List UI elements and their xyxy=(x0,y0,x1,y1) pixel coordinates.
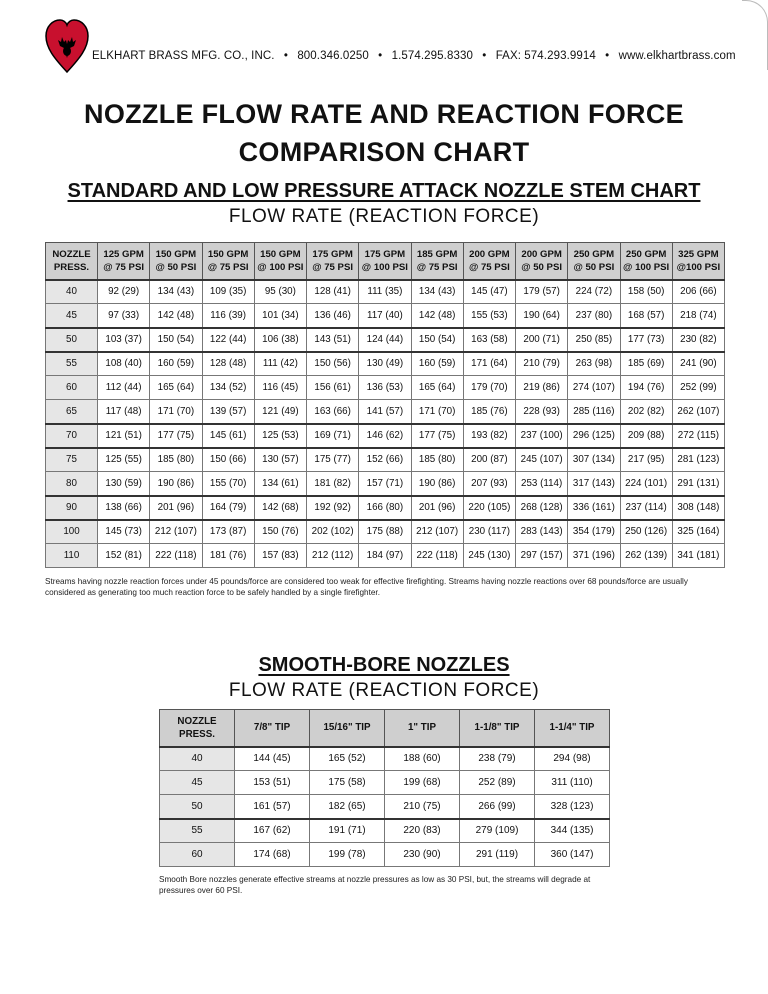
stem-chart-subtitle: STANDARD AND LOW PRESSURE ATTACK NOZZLE STEM CHART xyxy=(67,180,701,202)
flow-value-cell: 328 (123) xyxy=(535,795,610,819)
flow-value-cell: 101 (34) xyxy=(254,304,306,328)
flow-value-cell: 122 (44) xyxy=(202,328,254,352)
stem-chart-note: Streams having nozzle reaction forces under 45 pounds/force are considered too weak for effective firefighting. Streams having nozzle reactions over 68 pounds/force are usually considered as generating too much reaction force to be safely handled by a single firefighter. xyxy=(45,577,688,597)
flow-value-cell: 202 (82) xyxy=(620,400,672,424)
flow-value-cell: 141 (57) xyxy=(359,400,411,424)
flow-value-cell: 210 (79) xyxy=(516,352,568,376)
flow-value-cell: 224 (72) xyxy=(568,280,620,304)
table-row xyxy=(46,448,725,472)
flow-value-cell: 253 (114) xyxy=(516,472,568,496)
flow-value-cell: 103 (37) xyxy=(98,328,150,352)
flow-value-cell: 179 (70) xyxy=(463,376,515,400)
flow-value-cell: 250 (85) xyxy=(568,328,620,352)
flow-value-cell: 117 (40) xyxy=(359,304,411,328)
flow-value-cell: 281 (123) xyxy=(672,448,724,472)
flow-value-cell: 165 (52) xyxy=(310,747,385,771)
flow-value-cell: 200 (71) xyxy=(516,328,568,352)
column-header: 200 GPM @ 50 PSI xyxy=(516,243,568,280)
flow-value-cell: 145 (47) xyxy=(463,280,515,304)
flow-value-cell: 152 (66) xyxy=(359,448,411,472)
column-header: 175 GPM @ 100 PSI xyxy=(359,243,411,280)
table-row xyxy=(46,424,725,448)
flow-value-cell: 230 (117) xyxy=(463,520,515,544)
table-row xyxy=(160,843,610,867)
flow-value-cell: 166 (80) xyxy=(359,496,411,520)
company-name: ELKHART BRASS MFG. CO., INC. xyxy=(92,50,275,62)
flow-value-cell: 185 (80) xyxy=(150,448,202,472)
column-header: 325 GPM @100 PSI xyxy=(672,243,724,280)
flow-value-cell: 171 (70) xyxy=(411,400,463,424)
flow-value-cell: 263 (98) xyxy=(568,352,620,376)
flow-value-cell: 222 (118) xyxy=(411,544,463,568)
pressure-cell: 65 xyxy=(46,400,98,424)
flow-value-cell: 167 (62) xyxy=(235,819,310,843)
flow-value-cell: 181 (82) xyxy=(307,472,359,496)
flow-value-cell: 245 (107) xyxy=(516,448,568,472)
flow-value-cell: 325 (164) xyxy=(672,520,724,544)
flow-value-cell: 157 (83) xyxy=(254,544,306,568)
flow-value-cell: 237 (80) xyxy=(568,304,620,328)
table-row xyxy=(46,544,725,568)
flow-value-cell: 252 (89) xyxy=(460,771,535,795)
flow-value-cell: 181 (76) xyxy=(202,544,254,568)
flow-value-cell: 125 (55) xyxy=(98,448,150,472)
smooth-bore-flow-label: FLOW RATE (REACTION FORCE) xyxy=(228,680,540,701)
flow-value-cell: 238 (79) xyxy=(460,747,535,771)
pressure-cell: 60 xyxy=(46,376,98,400)
flow-value-cell: 128 (48) xyxy=(202,352,254,376)
flow-value-cell: 165 (64) xyxy=(411,376,463,400)
pressure-cell: 90 xyxy=(46,496,98,520)
flow-value-cell: 224 (101) xyxy=(620,472,672,496)
pressure-cell: 45 xyxy=(46,304,98,328)
flow-value-cell: 150 (66) xyxy=(202,448,254,472)
smooth-bore-subtitle: SMOOTH-BORE NOZZLES xyxy=(258,654,510,676)
column-header: 7/8" TIP xyxy=(235,710,310,747)
flow-value-cell: 360 (147) xyxy=(535,843,610,867)
flow-value-cell: 160 (59) xyxy=(150,352,202,376)
flow-value-cell: 155 (70) xyxy=(202,472,254,496)
flow-value-cell: 143 (51) xyxy=(307,328,359,352)
flow-value-cell: 156 (61) xyxy=(307,376,359,400)
flow-value-cell: 171 (70) xyxy=(150,400,202,424)
flow-value-cell: 125 (53) xyxy=(254,424,306,448)
flow-value-cell: 201 (96) xyxy=(150,496,202,520)
flow-value-cell: 97 (33) xyxy=(98,304,150,328)
flow-value-cell: 142 (68) xyxy=(254,496,306,520)
stem-chart-flow-label: FLOW RATE (REACTION FORCE) xyxy=(228,206,540,227)
letterhead xyxy=(40,18,740,82)
flow-value-cell: 194 (76) xyxy=(620,376,672,400)
column-header: 150 GPM @ 50 PSI xyxy=(150,243,202,280)
flow-value-cell: 153 (51) xyxy=(235,771,310,795)
flow-value-cell: 130 (57) xyxy=(254,448,306,472)
flow-value-cell: 245 (130) xyxy=(463,544,515,568)
table-row xyxy=(46,496,725,520)
flow-value-cell: 152 (81) xyxy=(98,544,150,568)
flow-value-cell: 193 (82) xyxy=(463,424,515,448)
pressure-cell: 100 xyxy=(46,520,98,544)
flow-value-cell: 217 (95) xyxy=(620,448,672,472)
column-header: 1-1/8" TIP xyxy=(460,710,535,747)
flow-value-cell: 150 (54) xyxy=(150,328,202,352)
pressure-cell: 40 xyxy=(46,280,98,304)
flow-value-cell: 262 (107) xyxy=(672,400,724,424)
table-row xyxy=(160,819,610,843)
page-title: NOZZLE FLOW RATE AND REACTION FORCE COMPARISON CHART xyxy=(84,99,684,167)
pressure-cell: 55 xyxy=(46,352,98,376)
table-row xyxy=(46,304,725,328)
flow-value-cell: 182 (65) xyxy=(310,795,385,819)
table-row xyxy=(46,352,725,376)
flow-value-cell: 121 (51) xyxy=(98,424,150,448)
flow-value-cell: 175 (77) xyxy=(307,448,359,472)
flow-value-cell: 230 (82) xyxy=(672,328,724,352)
flow-value-cell: 199 (78) xyxy=(310,843,385,867)
flow-value-cell: 190 (86) xyxy=(150,472,202,496)
column-header: 150 GPM @ 75 PSI xyxy=(202,243,254,280)
flow-value-cell: 279 (109) xyxy=(460,819,535,843)
column-header: NOZZLE PRESS. xyxy=(46,243,98,280)
flow-value-cell: 184 (97) xyxy=(359,544,411,568)
flow-value-cell: 138 (66) xyxy=(98,496,150,520)
flow-value-cell: 200 (87) xyxy=(463,448,515,472)
table-row xyxy=(46,520,725,544)
pressure-cell: 80 xyxy=(46,472,98,496)
flow-value-cell: 95 (30) xyxy=(254,280,306,304)
flow-value-cell: 191 (71) xyxy=(310,819,385,843)
table-header-row xyxy=(160,710,610,747)
flow-value-cell: 190 (86) xyxy=(411,472,463,496)
flow-value-cell: 228 (93) xyxy=(516,400,568,424)
flow-value-cell: 158 (50) xyxy=(620,280,672,304)
flow-value-cell: 164 (79) xyxy=(202,496,254,520)
flow-value-cell: 163 (58) xyxy=(463,328,515,352)
table-row xyxy=(46,328,725,352)
fax-number: FAX: 574.293.9914 xyxy=(495,50,596,62)
website-link: www.elkhartbrass.com xyxy=(618,50,736,62)
flow-value-cell: 190 (64) xyxy=(516,304,568,328)
flow-value-cell: 272 (115) xyxy=(672,424,724,448)
flow-value-cell: 219 (86) xyxy=(516,376,568,400)
flow-value-cell: 285 (116) xyxy=(568,400,620,424)
flow-value-cell: 168 (57) xyxy=(620,304,672,328)
flow-value-cell: 150 (76) xyxy=(254,520,306,544)
flow-value-cell: 218 (74) xyxy=(672,304,724,328)
pressure-cell: 50 xyxy=(46,328,98,352)
flow-value-cell: 341 (181) xyxy=(672,544,724,568)
smooth-bore-table xyxy=(159,709,610,867)
flow-value-cell: 117 (48) xyxy=(98,400,150,424)
pressure-cell: 75 xyxy=(46,448,98,472)
flow-value-cell: 150 (56) xyxy=(307,352,359,376)
flow-value-cell: 308 (148) xyxy=(672,496,724,520)
flow-value-cell: 212 (112) xyxy=(307,544,359,568)
table-row xyxy=(160,747,610,771)
flow-value-cell: 317 (143) xyxy=(568,472,620,496)
flow-value-cell: 116 (45) xyxy=(254,376,306,400)
flow-value-cell: 179 (57) xyxy=(516,280,568,304)
flow-value-cell: 266 (99) xyxy=(460,795,535,819)
table-row xyxy=(46,400,725,424)
flow-value-cell: 161 (57) xyxy=(235,795,310,819)
flow-value-cell: 134 (52) xyxy=(202,376,254,400)
pressure-cell: 50 xyxy=(160,795,235,819)
flow-value-cell: 268 (128) xyxy=(516,496,568,520)
flow-value-cell: 139 (57) xyxy=(202,400,254,424)
flow-value-cell: 291 (131) xyxy=(672,472,724,496)
flow-value-cell: 220 (105) xyxy=(463,496,515,520)
flow-value-cell: 173 (87) xyxy=(202,520,254,544)
flow-value-cell: 145 (73) xyxy=(98,520,150,544)
pressure-cell: 45 xyxy=(160,771,235,795)
flow-value-cell: 296 (125) xyxy=(568,424,620,448)
table-row xyxy=(160,795,610,819)
pressure-cell: 55 xyxy=(160,819,235,843)
flow-value-cell: 220 (83) xyxy=(385,819,460,843)
flow-value-cell: 336 (161) xyxy=(568,496,620,520)
flow-value-cell: 171 (64) xyxy=(463,352,515,376)
flow-value-cell: 354 (179) xyxy=(568,520,620,544)
flow-value-cell: 311 (110) xyxy=(535,771,610,795)
flow-value-cell: 142 (48) xyxy=(150,304,202,328)
flow-value-cell: 142 (48) xyxy=(411,304,463,328)
column-header: NOZZLE PRESS. xyxy=(160,710,235,747)
flow-value-cell: 108 (40) xyxy=(98,352,150,376)
flow-value-cell: 283 (143) xyxy=(516,520,568,544)
column-header: 15/16" TIP xyxy=(310,710,385,747)
flow-value-cell: 92 (29) xyxy=(98,280,150,304)
column-header: 185 GPM @ 75 PSI xyxy=(411,243,463,280)
flow-value-cell: 188 (60) xyxy=(385,747,460,771)
elkhart-heart-logo-icon xyxy=(44,18,90,74)
flow-value-cell: 344 (135) xyxy=(535,819,610,843)
flow-value-cell: 145 (61) xyxy=(202,424,254,448)
flow-value-cell: 202 (102) xyxy=(307,520,359,544)
flow-value-cell: 112 (44) xyxy=(98,376,150,400)
flow-value-cell: 371 (196) xyxy=(568,544,620,568)
table-header-row xyxy=(46,243,725,280)
stem-chart-table xyxy=(45,242,725,568)
flow-value-cell: 106 (38) xyxy=(254,328,306,352)
flow-value-cell: 155 (53) xyxy=(463,304,515,328)
flow-value-cell: 241 (90) xyxy=(672,352,724,376)
column-header: 125 GPM @ 75 PSI xyxy=(98,243,150,280)
flow-value-cell: 177 (73) xyxy=(620,328,672,352)
column-header: 175 GPM @ 75 PSI xyxy=(307,243,359,280)
flow-value-cell: 111 (35) xyxy=(359,280,411,304)
flow-value-cell: 250 (126) xyxy=(620,520,672,544)
flow-value-cell: 128 (41) xyxy=(307,280,359,304)
flow-value-cell: 185 (69) xyxy=(620,352,672,376)
flow-value-cell: 130 (49) xyxy=(359,352,411,376)
flow-value-cell: 146 (62) xyxy=(359,424,411,448)
table-row xyxy=(46,472,725,496)
flow-value-cell: 206 (66) xyxy=(672,280,724,304)
flow-value-cell: 134 (43) xyxy=(150,280,202,304)
pressure-cell: 60 xyxy=(160,843,235,867)
flow-value-cell: 116 (39) xyxy=(202,304,254,328)
table-row xyxy=(160,771,610,795)
column-header: 150 GPM @ 100 PSI xyxy=(254,243,306,280)
flow-value-cell: 297 (157) xyxy=(516,544,568,568)
column-header: 1" TIP xyxy=(385,710,460,747)
flow-value-cell: 175 (88) xyxy=(359,520,411,544)
flow-value-cell: 212 (107) xyxy=(411,520,463,544)
column-header: 200 GPM @ 75 PSI xyxy=(463,243,515,280)
flow-value-cell: 136 (46) xyxy=(307,304,359,328)
flow-value-cell: 177 (75) xyxy=(411,424,463,448)
smooth-bore-note: Smooth Bore nozzles generate effective streams at nozzle pressures as low as 30 PSI, but, the streams will degrade at pressures over 60 PSI. xyxy=(159,875,591,895)
flow-value-cell: 160 (59) xyxy=(411,352,463,376)
flow-value-cell: 252 (99) xyxy=(672,376,724,400)
table-row xyxy=(46,280,725,304)
column-header: 250 GPM @ 50 PSI xyxy=(568,243,620,280)
flow-value-cell: 111 (42) xyxy=(254,352,306,376)
flow-value-cell: 294 (98) xyxy=(535,747,610,771)
flow-value-cell: 237 (114) xyxy=(620,496,672,520)
flow-value-cell: 136 (53) xyxy=(359,376,411,400)
flow-value-cell: 134 (43) xyxy=(411,280,463,304)
flow-value-cell: 169 (71) xyxy=(307,424,359,448)
flow-value-cell: 150 (54) xyxy=(411,328,463,352)
flow-value-cell: 207 (93) xyxy=(463,472,515,496)
phone-2: 1.574.295.8330 xyxy=(391,50,473,62)
flow-value-cell: 121 (49) xyxy=(254,400,306,424)
flow-value-cell: 212 (107) xyxy=(150,520,202,544)
flow-value-cell: 134 (61) xyxy=(254,472,306,496)
flow-value-cell: 175 (58) xyxy=(310,771,385,795)
flow-value-cell: 124 (44) xyxy=(359,328,411,352)
flow-value-cell: 274 (107) xyxy=(568,376,620,400)
flow-value-cell: 210 (75) xyxy=(385,795,460,819)
flow-value-cell: 201 (96) xyxy=(411,496,463,520)
flow-value-cell: 177 (75) xyxy=(150,424,202,448)
contact-line: ELKHART BRASS MFG. CO., INC. • 800.346.0250 • 1.574.295.8330 • FAX: 574.293.9914 • www.elkhartbrass.com xyxy=(92,50,736,62)
flow-value-cell: 307 (134) xyxy=(568,448,620,472)
flow-value-cell: 237 (100) xyxy=(516,424,568,448)
flow-value-cell: 192 (92) xyxy=(307,496,359,520)
flow-value-cell: 209 (88) xyxy=(620,424,672,448)
flow-value-cell: 199 (68) xyxy=(385,771,460,795)
table-row xyxy=(46,376,725,400)
page-corner-decoration xyxy=(742,0,768,70)
flow-value-cell: 109 (35) xyxy=(202,280,254,304)
pressure-cell: 110 xyxy=(46,544,98,568)
flow-value-cell: 157 (71) xyxy=(359,472,411,496)
flow-value-cell: 291 (119) xyxy=(460,843,535,867)
flow-value-cell: 222 (118) xyxy=(150,544,202,568)
flow-value-cell: 144 (45) xyxy=(235,747,310,771)
flow-value-cell: 174 (68) xyxy=(235,843,310,867)
flow-value-cell: 165 (64) xyxy=(150,376,202,400)
flow-value-cell: 185 (80) xyxy=(411,448,463,472)
flow-value-cell: 185 (76) xyxy=(463,400,515,424)
pressure-cell: 70 xyxy=(46,424,98,448)
flow-value-cell: 262 (139) xyxy=(620,544,672,568)
flow-value-cell: 163 (66) xyxy=(307,400,359,424)
flow-value-cell: 130 (59) xyxy=(98,472,150,496)
pressure-cell: 40 xyxy=(160,747,235,771)
column-header: 1-1/4" TIP xyxy=(535,710,610,747)
flow-value-cell: 230 (90) xyxy=(385,843,460,867)
phone-1: 800.346.0250 xyxy=(297,50,369,62)
column-header: 250 GPM @ 100 PSI xyxy=(620,243,672,280)
